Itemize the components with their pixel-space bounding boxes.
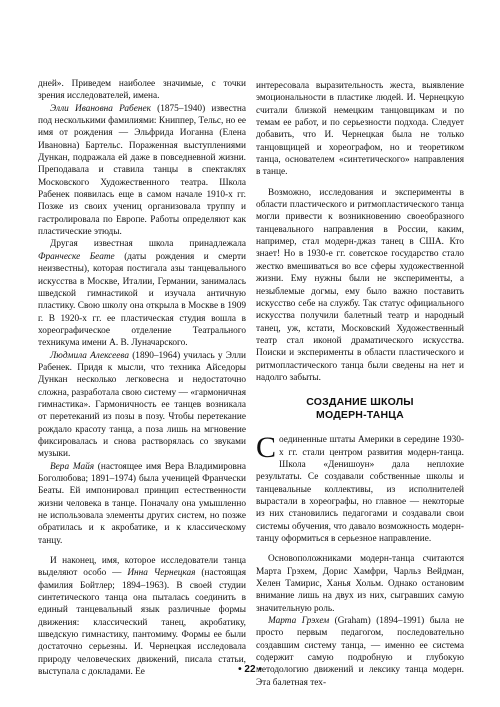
paragraph	[38, 78, 246, 103]
section-heading	[256, 396, 464, 422]
paragraph-text: И наконец, имя, которое исследователи танца выделяют особо —	[38, 556, 246, 579]
heading-line: СОЗДАНИЕ ШКОЛЫ	[306, 396, 414, 409]
paragraph-founders	[256, 553, 464, 615]
person-name: Марта Грэхем	[268, 616, 330, 627]
paragraph-usa	[256, 431, 464, 545]
paragraph-graham	[256, 615, 464, 689]
paragraph	[256, 187, 464, 385]
paragraph-maya	[38, 461, 246, 547]
drop-cap: С	[256, 431, 277, 465]
paragraph-alekseeva	[38, 350, 246, 461]
paragraph-text: интересовала выразительность жеста, выявление эмоциональности в пластике людей. И. Чернецкую считали близкой немецким танцовщикам и по темам ее работ, и по серьезности подхода. Следует добавить, что И. Чернецкая была не только танцовщицей и хореографом, но и теоретиком танца, основателем «синтетического» направления в танце.	[256, 81, 464, 178]
heading-line: МОДЕРН-ТАНЦА	[316, 409, 404, 422]
paragraph-text: (настоящее имя Вера Владимировна Боголюбова; 1891–1974) была ученицей Франчески Беаты. Ей импонировал принцип естественности жизни человека в танце. Поначалу она умышленно не использовала элементы других систем, но позже обратилась и к акробатике, и к классическому танцу.	[38, 461, 246, 546]
paragraph-text: (1890–1964) училась у Элли Рабенек. Придя к мысли, что техника Айседоры Дункан несколько легковесна и недостаточно сложна, разработала свою систему — «гармоничная гимнастика». Гармоничность ее танцев возникала от перетеканий из позы в позу. Чтобы перетекание рождало красоту танца, а поза лишь на мгновение фиксировалась и снова растворялась со звуками музыки.	[38, 350, 246, 460]
paragraph-beate	[38, 238, 246, 349]
person-name: Инна Чернецкая	[127, 568, 196, 579]
paragraph-rabenek	[38, 103, 246, 239]
paragraph-text: оединенные штаты Америки в середине 1930-х гг. стали центром развития модерн-танца. Школа «Денишоун» дала неплохие результаты. Се создавали собственные школы и танцевальные коллективы, из исполнителей вырастали в хореографы, но главное — некоторые из них становились педагогами и создавали свои системы обучения, что давало возможность модерн-танцу оформиться в серьезное направление.	[256, 435, 464, 544]
paragraph-text: Другая известная школа принадлежала	[50, 239, 246, 250]
paragraph-chernetskaya	[38, 555, 246, 678]
paragraph-text: Основоположниками модерн-танца считаются Марта Грэхем, Дорис Хамфри, Чарльз Вейдман, Хелен Тамирис, Ханья Хольм. Однако остановим внимание лишь на двух из них, сыгравших самую значительную роль.	[256, 554, 464, 614]
paragraph-text: (1875–1940) известна под несколькими фамилиями: Книппер, Тельс, но ее имя от рождения — Эльфрида Иоганна (Елена Ивановна) Бартельс. Пораженная выступлениями Дункан, подражала ей даже в повседневной жизни. Преподавала и ставила танцы в спектаклях Московского Художественного театра. Школа Рабенек появилась еще в самом начале 1910-х гг. Позже из своих учениц организовала труппу и гастролировала по Европе. Работы определяют как пластические этюды.	[38, 103, 246, 238]
paragraph-text: дней». Приведем наиболее значимые, с точки зрения исследователей, имена.	[38, 79, 246, 102]
right-column	[256, 80, 464, 689]
paragraph-text: Возможно, исследования и эксперименты в области пластического и ритмопластического танца могли привести к возникновению своеобразного танцевального направления в России, каким, например, стал модерн-джаз танец в США. Кто знает! Но в 1930-е гг. советское государство стало жестко вмешиваться во все сферы художественной жизни. Ему нужны были не эксперименты, а незыблемые догмы, ему было важно поставить искусство себе на службу. Так статус официального искусства получили балетный театр и народный танец, уж, кстати, Московский Художественный театр стал иконой драматического искусства. Поиски и эксперименты в области пластического и ритмопластического танца были сведены на нет и надолго забыты.	[256, 187, 464, 383]
person-name: Франческе Беате	[38, 251, 115, 262]
left-column	[38, 78, 246, 679]
page-number: • 22 •	[238, 664, 262, 675]
person-name: Вера Майя	[50, 461, 95, 472]
paragraph	[256, 80, 464, 179]
paragraph-text: (Graham) (1894–1991) была не просто первым педагогом, последовательно создавшим систему танца, — именно ее система содержит самую подробную и глубокую методологию движений и лексику танца модерн. Эта балетная тех-	[256, 616, 464, 688]
person-name: Людмила Алексеева	[50, 350, 130, 361]
person-name: Элли Ивановна Рабенек	[50, 103, 151, 114]
paragraph-text: (даты рождения и смерти неизвестны), которая постигала азы танцевального искусства в Москве, Италии, Германии, занималась шведской гимнастикой и изучала античную пластику. Свою школу она открыла в Москве в 1909 г. В 1920-х гг. ее пластическая студия вошла в хореографическое отделение Театрального техникума имени А. В. Луначарского.	[38, 251, 246, 349]
paragraph-text: (настоящая фамилия Бойтлер; 1894–1963). В своей студии синтетического танца она пыталась соединить в единый танцевальный язык различные формы движения: классический танец, акробатику, шведскую гимнастику, пантомиму. Формы ее были достаточно серьезны. И. Чернецкая исследовала природу человеческих движений, писала статьи, выступала с докладами. Ее	[38, 568, 246, 678]
